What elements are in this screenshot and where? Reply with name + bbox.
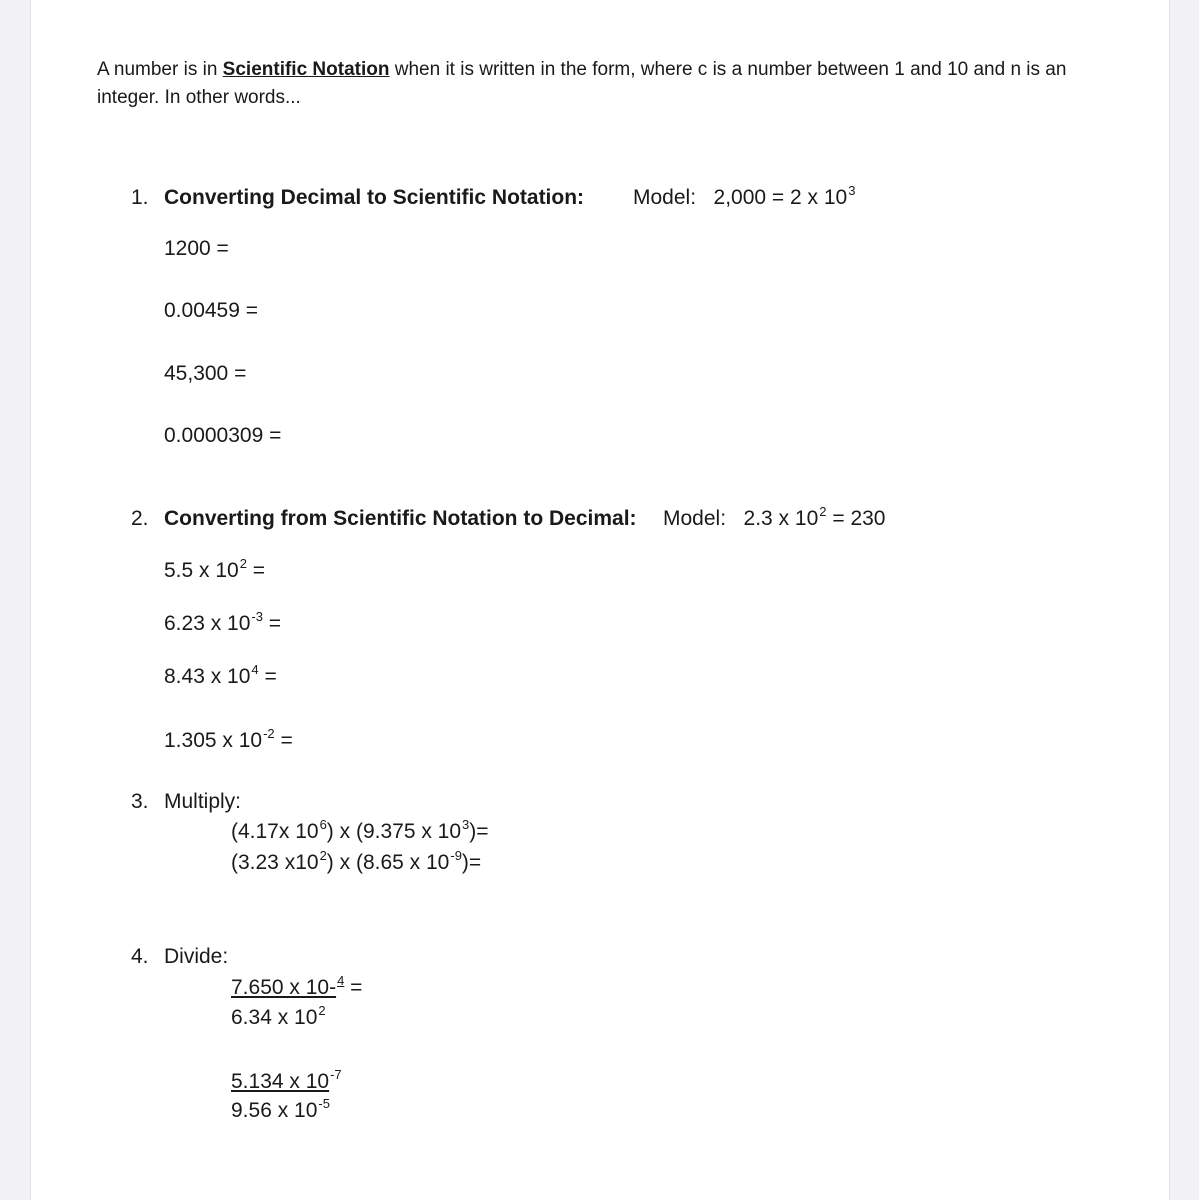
document-page bbox=[30, 0, 1170, 1200]
scientific-notation-term: Scientific Notation bbox=[222, 59, 390, 80]
s2-item-3 bbox=[164, 662, 277, 689]
divide-problem-1-numerator bbox=[231, 973, 363, 1000]
s1-item-3: 45,300 = bbox=[164, 362, 247, 385]
section2-model-base: 2.3 x 10 bbox=[743, 507, 819, 530]
s2-item-1-exp: 2 bbox=[239, 556, 247, 571]
dp2-den-base: 9.56 x 10 bbox=[231, 1099, 318, 1122]
mp2-a-exp: 2 bbox=[319, 848, 327, 863]
section2-model bbox=[663, 504, 886, 531]
dp2-den-exp: -5 bbox=[318, 1096, 330, 1111]
s2-item-4-tail: = bbox=[274, 729, 293, 752]
s2-item-2 bbox=[164, 609, 282, 636]
dp1-num-exp: 4 bbox=[337, 973, 345, 988]
s2-item-3-base: 8.43 x 10 bbox=[164, 665, 251, 688]
intro-paragraph bbox=[97, 56, 1107, 112]
mp1-c: )= bbox=[469, 820, 489, 843]
section1-model-exp: 3 bbox=[848, 183, 856, 198]
mp1-b: ) x (9.375 x 10 bbox=[326, 820, 462, 843]
dp1-num-tail: = bbox=[344, 976, 363, 999]
mp2-b-exp: -9 bbox=[450, 848, 462, 863]
s2-item-1 bbox=[164, 556, 266, 583]
divide-problem-2-numerator bbox=[231, 1067, 342, 1094]
s2-item-3-exp: 4 bbox=[251, 662, 259, 677]
section1-model-label: Model: bbox=[633, 186, 697, 209]
s2-item-1-base: 5.5 x 10 bbox=[164, 559, 239, 582]
s2-item-4-base: 1.305 x 10 bbox=[164, 729, 263, 752]
divide-problem-1-denominator bbox=[231, 1003, 326, 1030]
s1-item-2: 0.00459 = bbox=[164, 299, 259, 322]
section3-heading: Multiply: bbox=[164, 790, 242, 813]
s2-item-1-tail: = bbox=[246, 559, 266, 582]
s2-item-2-base: 6.23 x 10 bbox=[164, 612, 251, 635]
mp1-a: (4.17x 10 bbox=[231, 820, 319, 843]
section3-number: 3. bbox=[131, 790, 149, 813]
intro-text-after: when it is written in the form, where c is a number between 1 and 10 and n is an integer. In other words... bbox=[97, 59, 1067, 108]
mp2-a: (3.23 x10 bbox=[231, 851, 319, 874]
mp2-b: ) x (8.65 x 10 bbox=[326, 851, 450, 874]
s2-item-2-exp: -3 bbox=[251, 609, 263, 624]
section1-model-base: 2,000 = 2 x 10 bbox=[713, 186, 848, 209]
multiply-problem-1 bbox=[231, 817, 489, 844]
dp2-num-exp: -7 bbox=[330, 1067, 342, 1082]
section1-heading: Converting Decimal to Scientific Notation: bbox=[164, 186, 585, 209]
s1-item-1: 1200 = bbox=[164, 237, 229, 260]
section1-number: 1. bbox=[131, 186, 149, 209]
section2-heading: Converting from Scientific Notation to Decimal: bbox=[164, 507, 637, 530]
section4-number: 4. bbox=[131, 945, 149, 968]
divide-problem-2-denominator bbox=[231, 1096, 330, 1123]
multiply-problem-2 bbox=[231, 848, 482, 875]
s2-item-2-tail: = bbox=[262, 612, 282, 635]
dp1-den-base: 6.34 x 10 bbox=[231, 1006, 318, 1029]
section4-heading: Divide: bbox=[164, 945, 229, 968]
dp2-num-base: 5.134 x 10 bbox=[231, 1070, 330, 1093]
dp1-den-exp: 2 bbox=[318, 1003, 326, 1018]
s2-item-4-exp: -2 bbox=[263, 726, 275, 741]
intro-text-before: A number is in bbox=[97, 59, 223, 80]
mp2-c: )= bbox=[461, 851, 482, 874]
section2-number: 2. bbox=[131, 507, 149, 530]
mp1-b-exp: 3 bbox=[462, 817, 470, 832]
section2-model-exp: 2 bbox=[819, 504, 827, 519]
section1-model bbox=[633, 183, 856, 210]
s2-item-4 bbox=[164, 726, 293, 753]
s1-item-4: 0.0000309 = bbox=[164, 424, 282, 447]
section2-model-label: Model: bbox=[663, 507, 727, 530]
s2-item-3-tail: = bbox=[258, 665, 277, 688]
mp1-a-exp: 6 bbox=[319, 817, 327, 832]
section2-model-tail: = 230 bbox=[826, 507, 886, 530]
dp1-num-base: 7.650 x 10- bbox=[231, 976, 337, 999]
